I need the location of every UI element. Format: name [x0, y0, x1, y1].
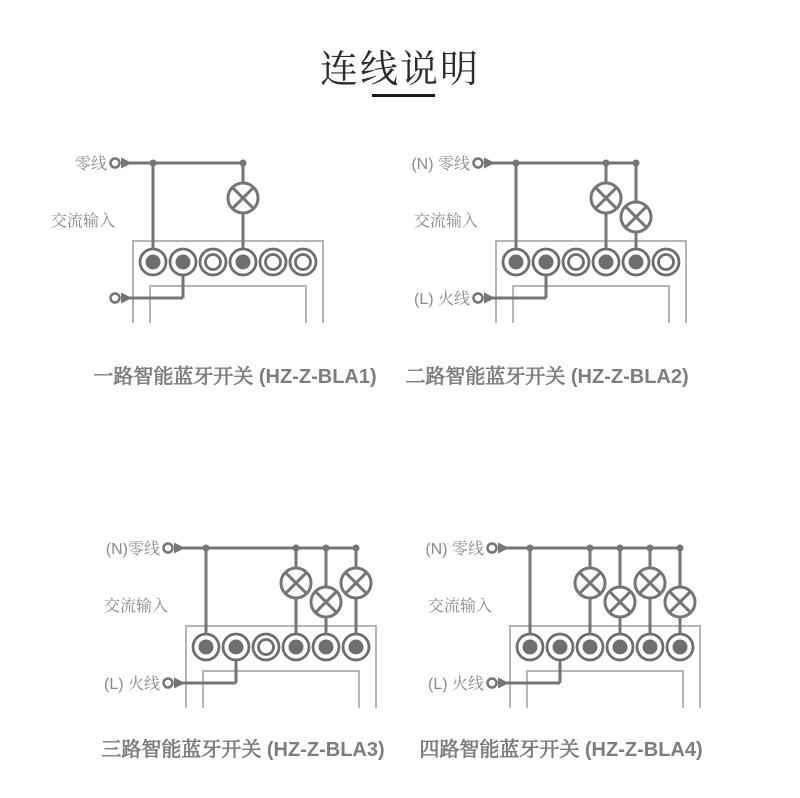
terminal-1-contact-filled — [199, 640, 214, 655]
neutral-label: (N)零线 — [105, 541, 160, 558]
live-label: (L) 火线 — [103, 676, 160, 693]
neutral-label: (N) 零线 — [425, 541, 484, 558]
page-title: 连线说明 — [319, 49, 480, 91]
diagram-panel-2 — [386, 138, 726, 338]
wiring-diagram-svg-4 — [400, 523, 740, 723]
ac-input-label: 交流输入 — [50, 213, 115, 230]
terminal-4-contact-filled — [236, 255, 251, 270]
diagram-panel-3 — [76, 523, 416, 723]
terminal-2-contact-filled — [176, 255, 191, 270]
terminal-5-contact-filled — [319, 640, 334, 655]
terminal-3-contact-empty — [259, 640, 274, 655]
neutral-connector-circle — [488, 544, 497, 553]
terminal-3-contact-filled — [583, 640, 598, 655]
terminal-6-contact-filled — [349, 640, 364, 655]
ac-input-label: 交流输入 — [427, 598, 492, 615]
terminal-3-contact-empty — [569, 255, 584, 270]
live-label: (L) 火线 — [413, 291, 470, 308]
live-connector-circle — [488, 679, 497, 688]
title-underline — [372, 94, 435, 97]
device-inner-outline — [513, 286, 669, 323]
live-connector-circle — [164, 679, 173, 688]
terminal-1-contact-filled — [509, 255, 524, 270]
neutral-connector-circle — [474, 159, 483, 168]
terminal-6-contact-filled — [673, 640, 688, 655]
device-inner-outline — [150, 286, 306, 323]
terminal-1-contact-filled — [146, 255, 161, 270]
terminal-4-contact-filled — [289, 640, 304, 655]
neutral-connector-circle — [111, 159, 120, 168]
terminal-5-contact-filled — [629, 255, 644, 270]
wiring-diagram-svg-3 — [76, 523, 416, 723]
live-connector-circle — [111, 294, 120, 303]
terminal-6-contact-empty — [659, 255, 674, 270]
terminal-2-contact-filled — [553, 640, 568, 655]
live-label: (L) 火线 — [427, 676, 484, 693]
neutral-connector-circle — [164, 544, 173, 553]
diagram-panel-4 — [400, 523, 740, 723]
device-inner-outline — [203, 671, 359, 708]
terminal-1-contact-filled — [523, 640, 538, 655]
terminal-2-contact-filled — [539, 255, 554, 270]
diagram-panel-1 — [23, 138, 363, 338]
ac-input-label: 交流输入 — [413, 213, 478, 230]
terminal-3-contact-empty — [206, 255, 221, 270]
terminal-5-contact-empty — [266, 255, 281, 270]
diagram-caption-4: 四路智能蓝牙开关 (HZ-Z-BLA4) — [419, 739, 703, 761]
diagram-caption-1: 一路智能蓝牙开关 (HZ-Z-BLA1) — [93, 366, 377, 388]
diagram-caption-3: 三路智能蓝牙开关 (HZ-Z-BLA3) — [101, 739, 385, 761]
ac-input-label: 交流输入 — [103, 598, 168, 615]
neutral-label: 零线 — [74, 156, 107, 173]
live-connector-circle — [474, 294, 483, 303]
wiring-diagram-svg-1 — [23, 138, 363, 338]
terminal-5-contact-filled — [643, 640, 658, 655]
terminal-2-contact-filled — [229, 640, 244, 655]
neutral-label: (N) 零线 — [411, 156, 470, 173]
device-inner-outline — [527, 671, 683, 708]
wiring-diagram-svg-2 — [386, 138, 726, 338]
diagram-caption-2: 二路智能蓝牙开关 (HZ-Z-BLA2) — [405, 366, 689, 388]
terminal-4-contact-filled — [613, 640, 628, 655]
terminal-6-contact-empty — [296, 255, 311, 270]
terminal-4-contact-filled — [599, 255, 614, 270]
